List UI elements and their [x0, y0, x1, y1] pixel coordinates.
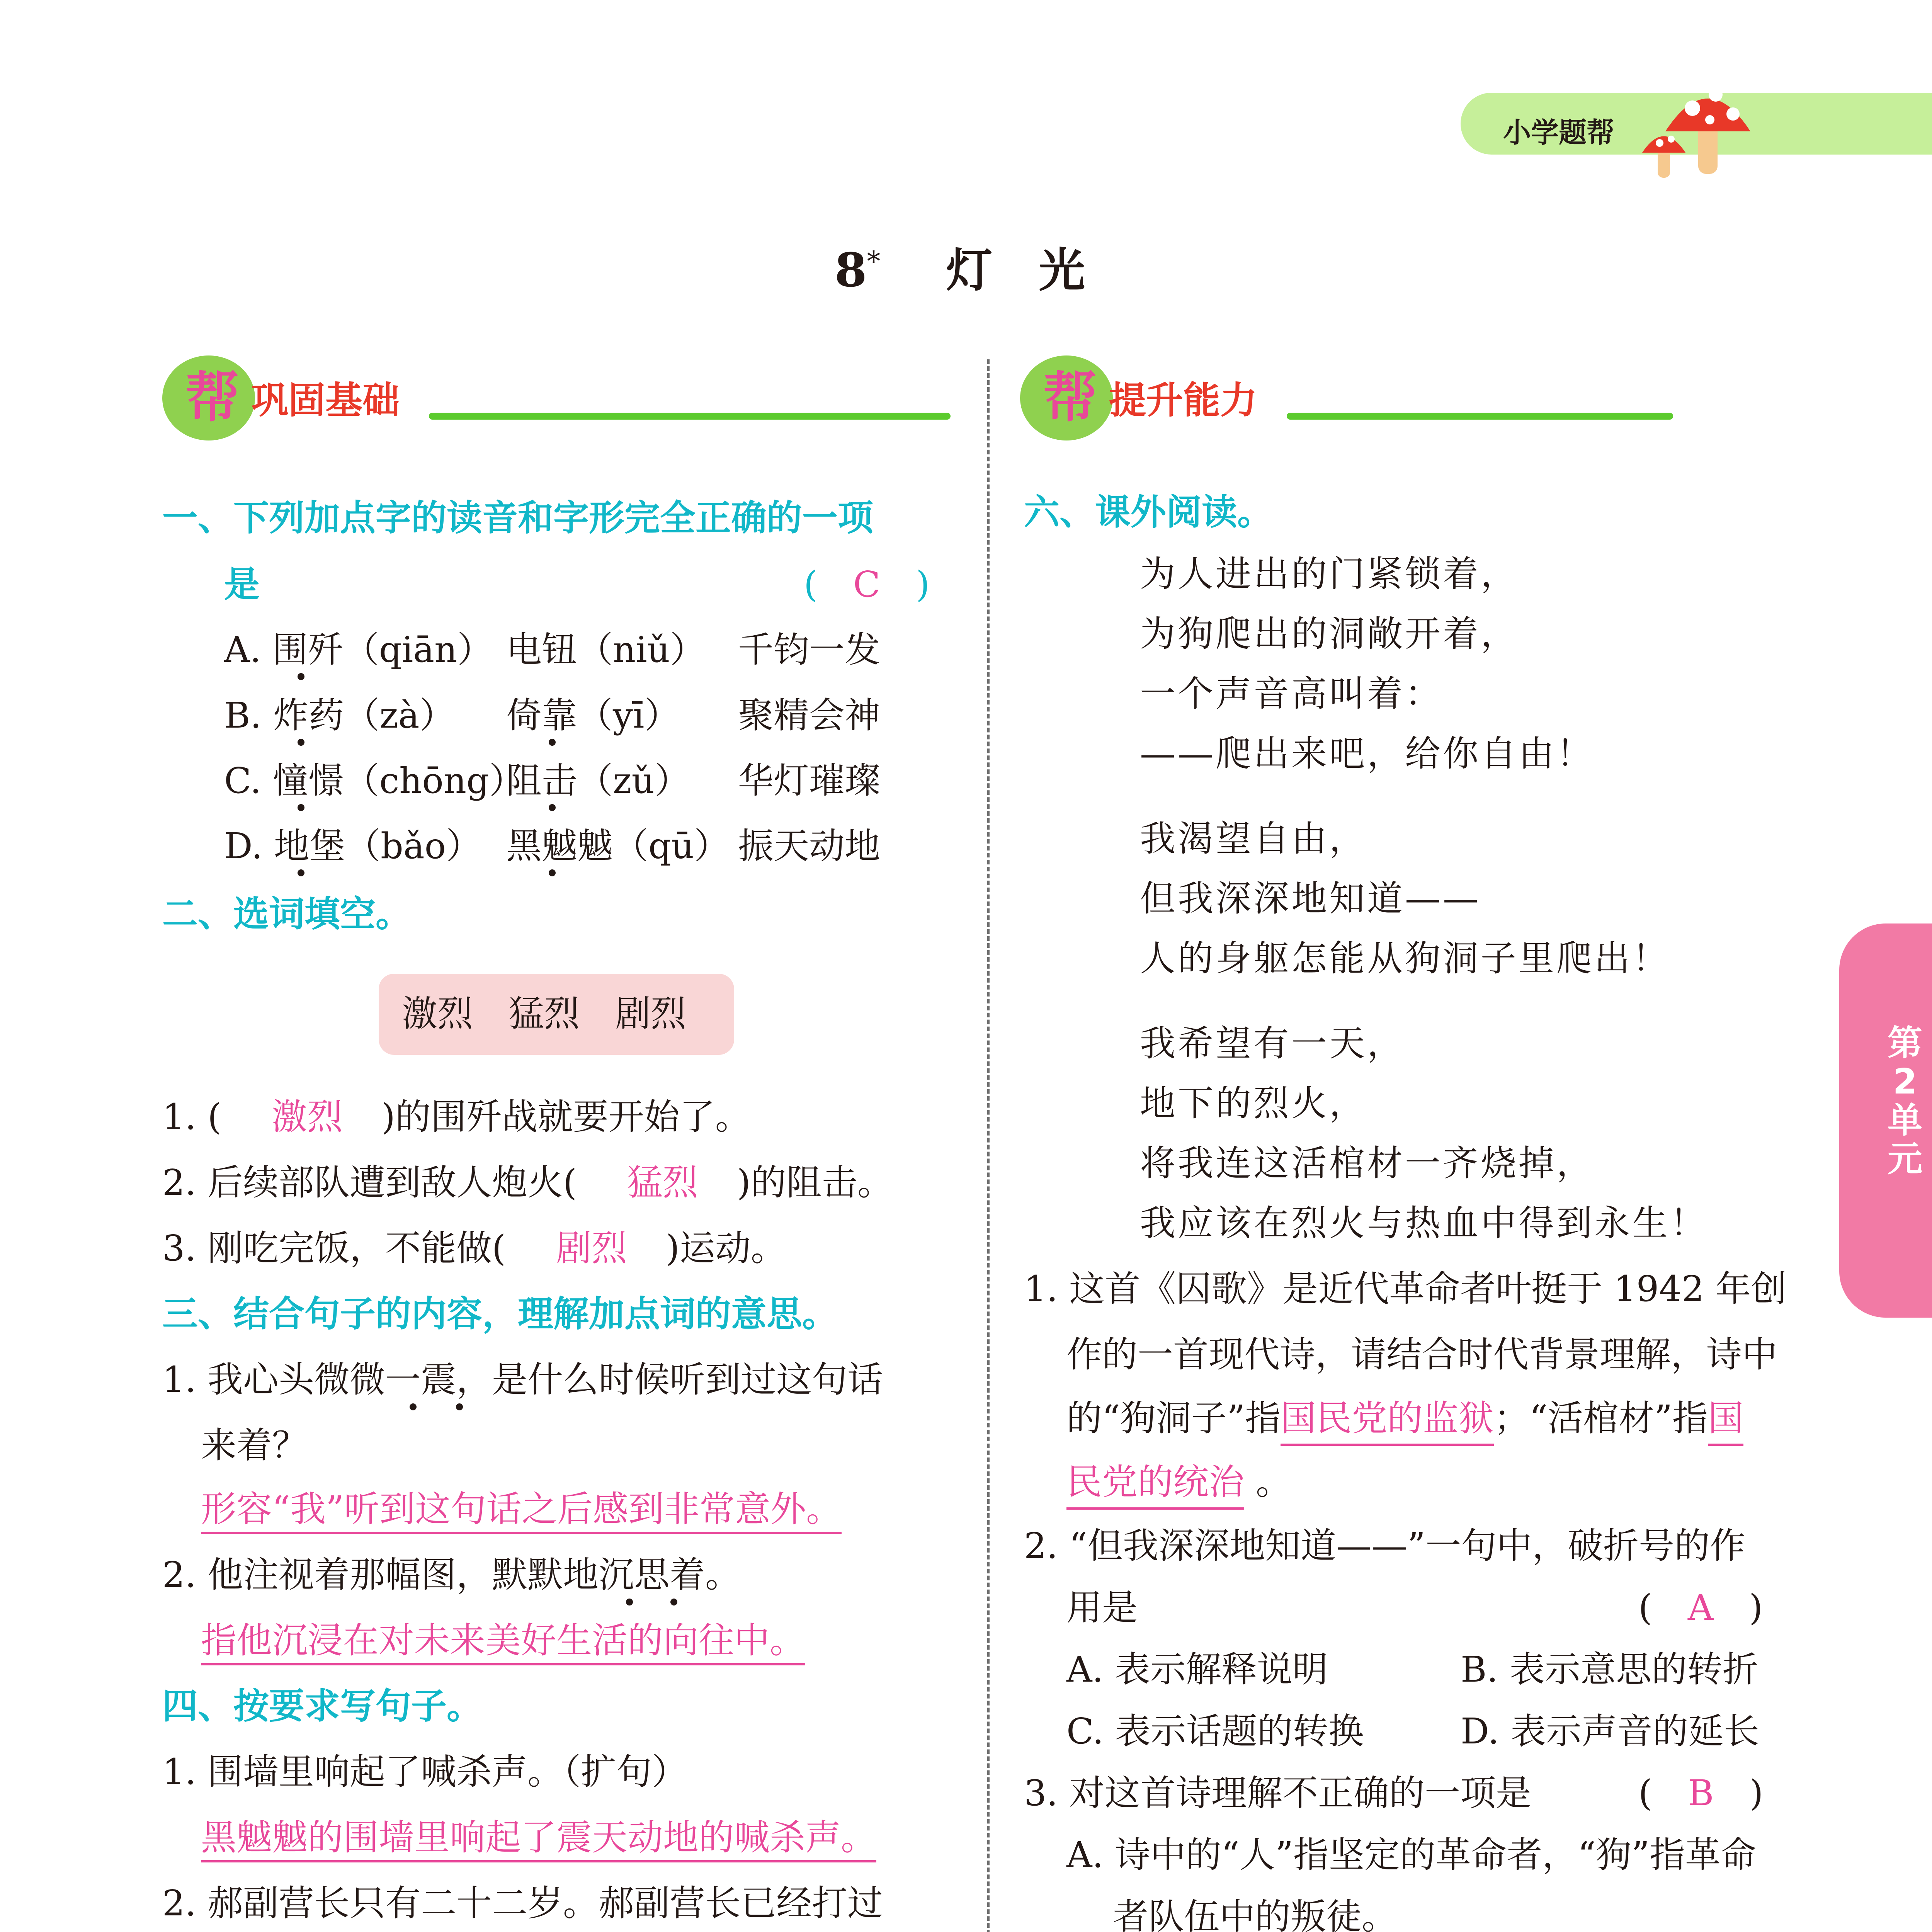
q3-item-2-line1: 2. 他注视着那幅图，默默地沉思着。: [162, 1554, 741, 1595]
emphasis-dot: [549, 869, 556, 876]
p2-option-b: B. 表示意思的转折: [1461, 1649, 1759, 1690]
lesson-star: *: [867, 245, 881, 277]
section-header-right: [1020, 355, 1808, 448]
q2-item-2: 2. 后续部队遭到敌人炮火( 猛烈 )的阻击。: [162, 1162, 893, 1203]
q2-item-1: 1. ( 激烈 )的围歼战就要开始了。: [162, 1096, 751, 1138]
p1-answer-1: 国民党的监狱: [1281, 1398, 1494, 1446]
poem-stanza-3-line3: 将我连这活棺材一齐烧掉，: [1140, 1143, 1595, 1184]
poem-stanza-2-line3: 人的身躯怎能从狗洞子里爬出！: [1140, 938, 1670, 979]
section-rule: [1287, 413, 1673, 420]
p1-line4: 民党的统治 。: [1066, 1464, 1291, 1500]
emphasis-dot: [298, 804, 304, 811]
p1-answer-2-start: 国: [1708, 1398, 1743, 1446]
mushroom-icon: [1634, 66, 1789, 182]
q3-item-2-answer: 指他沉浸在对未来美好生活的向往中。: [201, 1623, 805, 1665]
q4-item-1-answer: 黑魆魆的围墙里响起了震天动地的喊杀声。: [201, 1820, 876, 1862]
poem-stanza-3-line4: 我应该在烈火与热血中得到永生！: [1140, 1202, 1708, 1244]
q1-answer-paren: ( C ): [804, 564, 930, 605]
q1-answer: C: [853, 564, 881, 605]
p1-answer-2-end: 民党的统治: [1066, 1461, 1244, 1510]
p1-line3: 的“狗洞子”指国民党的监狱；“活棺材”指国: [1066, 1401, 1743, 1436]
emphasis-dot: [410, 1403, 417, 1410]
emphasis-dot: [298, 869, 304, 876]
q3-item-1-line2: 来着？: [201, 1425, 308, 1466]
poem-stanza-1-line3: 一个声音高叫着：: [1140, 673, 1443, 714]
q2-heading: 二、选词填空。: [162, 893, 412, 935]
q1-heading-line1: 一、下列加点字的读音和字形完全正确的一项: [162, 497, 874, 539]
p2-option-a: A. 表示解释说明: [1066, 1649, 1328, 1690]
section-label: 提升能力: [1109, 379, 1257, 422]
p2-line2: 用是: [1066, 1587, 1138, 1628]
p3-option-a-line2: 者队伍中的叛徒。: [1113, 1896, 1398, 1932]
poem-stanza-1-line4: ——爬出来吧，给你自由！: [1140, 733, 1595, 774]
q1-heading-line2: 是: [224, 564, 260, 605]
p2-option-d: D. 表示声音的延长: [1461, 1711, 1759, 1752]
q3-heading: 三、结合句子的内容，理解加点词的意思。: [162, 1293, 838, 1335]
section-icon-char: 帮: [185, 366, 240, 429]
p2-answer-paren: ( A ): [1638, 1587, 1763, 1628]
p2-option-c: C. 表示话题的转换: [1066, 1711, 1364, 1752]
p2-answer: A: [1687, 1587, 1714, 1628]
side-tab-text: 第 2 单 元: [1888, 1023, 1922, 1179]
q3-item-1-answer: 形容“我”听到这句话之后感到非常意外。: [201, 1492, 842, 1534]
emphasis-dot: [626, 1599, 633, 1605]
q4-item-1: 1. 围墙里响起了喊杀声。（扩句）: [162, 1751, 688, 1793]
p3-heading: 3. 对这首诗理解不正确的一项是: [1024, 1772, 1532, 1814]
emphasis-dot: [549, 804, 556, 811]
p3-answer-paren: ( B ): [1638, 1772, 1764, 1814]
section-header-left: [162, 355, 951, 448]
p1-line2: 作的一首现代诗，请结合时代背景理解，诗中: [1066, 1334, 1778, 1375]
poem-stanza-2-line2: 但我深深地知道——: [1140, 878, 1481, 919]
section-label: 巩固基础: [251, 379, 400, 422]
poem-stanza-3-line2: 地下的烈火，: [1140, 1083, 1367, 1124]
poem-stanza-1-line1: 为人进出的门紧锁着，: [1140, 553, 1519, 595]
lesson-title: [835, 243, 1085, 298]
q2-item-3: 3. 刚吃完饭，不能做( 剧烈 )运动。: [162, 1228, 786, 1269]
emphasis-dot: [670, 1599, 677, 1605]
p3-answer: B: [1687, 1772, 1714, 1814]
poem-stanza-2-line1: 我渴望自由，: [1140, 818, 1367, 859]
p3-option-a-line1: A. 诗中的“人”指坚定的革命者，“狗”指革命: [1066, 1834, 1757, 1876]
q6-heading: 六、课外阅读。: [1024, 492, 1273, 533]
p2-line1: 2. “但我深深地知道——”一句中，破折号的作: [1024, 1525, 1746, 1566]
header-brand: 小学题帮: [1503, 116, 1615, 149]
q3-item-1-line1: 1. 我心头微微一震，是什么时候听到过这句话: [162, 1359, 883, 1400]
word-box-words: 激烈 猛烈 剧烈: [402, 993, 687, 1034]
emphasis-dot: [298, 673, 304, 680]
emphasis-dot: [549, 739, 556, 746]
emphasis-dot: [456, 1403, 463, 1410]
q4-item-2-line1: 2. 郝副营长只有二十二岁。郝副营长已经打过: [162, 1883, 883, 1924]
poem-stanza-3-line1: 我希望有一天，: [1140, 1023, 1405, 1064]
section-rule: [429, 413, 951, 420]
p1-line1: 1. 这首《囚歌》是近代革命者叶挺于 1942 年创: [1024, 1268, 1787, 1310]
lesson-number: 8: [835, 243, 867, 298]
section-icon-char: 帮: [1043, 366, 1098, 429]
lesson-title-text: 灯 光: [946, 243, 1085, 298]
column-divider: [987, 359, 990, 1932]
emphasis-dot: [298, 739, 304, 746]
poem-stanza-1-line2: 为狗爬出的洞敞开着，: [1140, 613, 1519, 655]
q4-heading: 四、按要求写句子。: [162, 1685, 483, 1727]
